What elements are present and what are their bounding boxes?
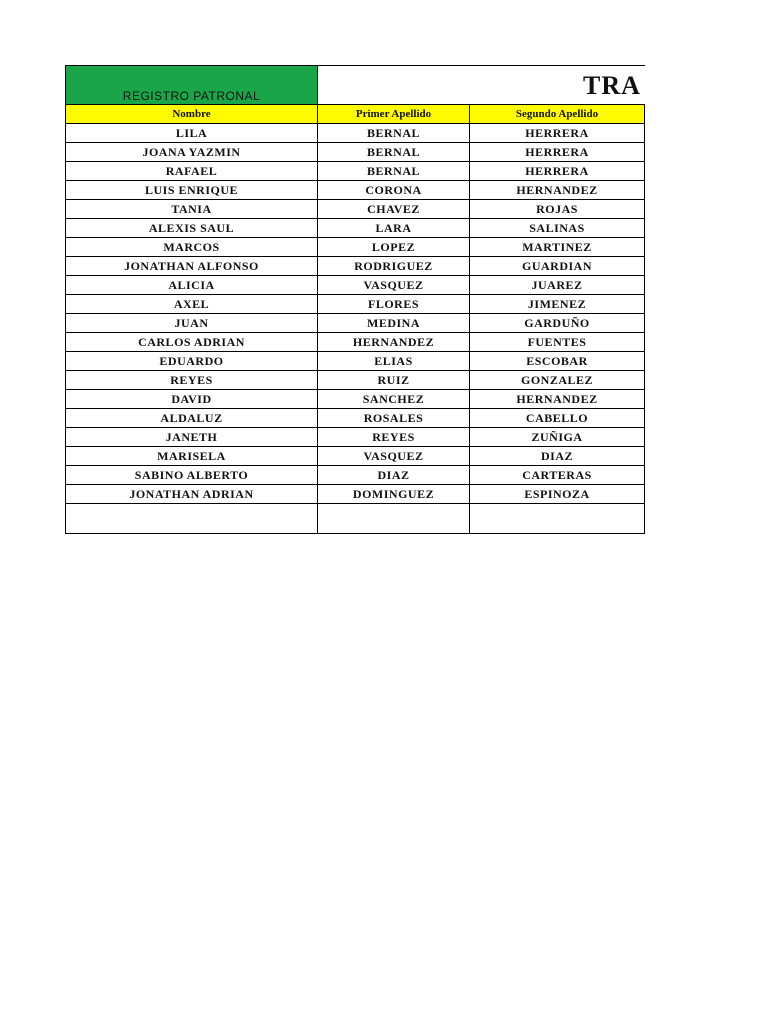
table-row	[66, 219, 646, 238]
table-row	[66, 314, 646, 333]
column-header-primer-apellido[interactable]: Primer Apellido	[318, 105, 470, 124]
table-row	[66, 162, 646, 181]
cell-extra[interactable]	[645, 181, 646, 200]
cell-nombre[interactable]: JANETH	[66, 428, 318, 447]
table-row	[66, 333, 646, 352]
cell-primer-apellido[interactable]: VASQUEZ	[318, 447, 470, 466]
table-row	[66, 181, 646, 200]
cell-nombre[interactable]: JOANA YAZMIN	[66, 143, 318, 162]
cell-nombre[interactable]: EDUARDO	[66, 352, 318, 371]
table-row	[66, 371, 646, 390]
table-row	[66, 257, 646, 276]
table-row	[66, 276, 646, 295]
cell-nombre[interactable]: LILA	[66, 124, 318, 143]
cell-nombre[interactable]: JUAN	[66, 314, 318, 333]
table-row	[66, 124, 646, 143]
table-row	[66, 200, 646, 219]
cell-extra[interactable]	[645, 352, 646, 371]
table-row	[66, 447, 646, 466]
cell-segundo-apellido[interactable]: ESCOBAR	[470, 352, 645, 371]
cell-nombre[interactable]: REYES	[66, 371, 318, 390]
cell-primer-apellido[interactable]: BERNAL	[318, 162, 470, 181]
cell-extra[interactable]	[645, 333, 646, 352]
cell-segundo-apellido[interactable]: CARTERAS	[470, 466, 645, 485]
cell-primer-apellido[interactable]: CHAVEZ	[318, 200, 470, 219]
cell-primer-apellido[interactable]: MEDINA	[318, 314, 470, 333]
table-row	[66, 428, 646, 447]
cell-extra[interactable]	[645, 314, 646, 333]
cell-extra[interactable]	[645, 162, 646, 181]
cell-primer-apellido[interactable]: HERNANDEZ	[318, 333, 470, 352]
sheet-title[interactable]: TRA	[318, 66, 646, 105]
cell-primer-apellido[interactable]: BERNAL	[318, 143, 470, 162]
cell-extra[interactable]	[645, 276, 646, 295]
cell-nombre[interactable]: ALEXIS SAUL	[66, 219, 318, 238]
table-row	[66, 466, 646, 485]
empty-cell[interactable]	[470, 504, 645, 534]
cell-primer-apellido[interactable]: LARA	[318, 219, 470, 238]
table-row	[66, 143, 646, 162]
cell-primer-apellido[interactable]: VASQUEZ	[318, 276, 470, 295]
empty-row	[66, 504, 646, 534]
cell-segundo-apellido[interactable]: ROJAS	[470, 200, 645, 219]
cell-primer-apellido[interactable]: RODRIGUEZ	[318, 257, 470, 276]
cell-segundo-apellido[interactable]: FUENTES	[470, 333, 645, 352]
cell-extra[interactable]	[645, 238, 646, 257]
cell-nombre[interactable]: ALDALUZ	[66, 409, 318, 428]
cell-primer-apellido[interactable]: ROSALES	[318, 409, 470, 428]
cell-extra[interactable]	[645, 428, 646, 447]
table-row	[66, 409, 646, 428]
cell-segundo-apellido[interactable]: HERRERA	[470, 143, 645, 162]
cell-segundo-apellido[interactable]: HERRERA	[470, 124, 645, 143]
column-header-segundo-apellido[interactable]: Segundo Apellido	[470, 105, 645, 124]
column-header-extra[interactable]	[645, 105, 646, 124]
cell-extra[interactable]	[645, 466, 646, 485]
cell-extra[interactable]	[645, 219, 646, 238]
cell-primer-apellido[interactable]: BERNAL	[318, 124, 470, 143]
cell-nombre[interactable]: MARISELA	[66, 447, 318, 466]
cell-segundo-apellido[interactable]: ZUÑIGA	[470, 428, 645, 447]
cell-extra[interactable]	[645, 200, 646, 219]
cell-extra[interactable]	[645, 485, 646, 504]
cell-nombre[interactable]: RAFAEL	[66, 162, 318, 181]
cell-segundo-apellido[interactable]: MARTINEZ	[470, 238, 645, 257]
column-header-row	[66, 105, 646, 124]
table-row	[66, 238, 646, 257]
cell-segundo-apellido[interactable]: GONZALEZ	[470, 371, 645, 390]
cell-segundo-apellido[interactable]: GUARDIAN	[470, 257, 645, 276]
table-row	[66, 352, 646, 371]
cell-nombre[interactable]: TANIA	[66, 200, 318, 219]
cell-extra[interactable]	[645, 124, 646, 143]
column-header-nombre[interactable]: Nombre	[66, 105, 318, 124]
cell-segundo-apellido[interactable]: HERNANDEZ	[470, 181, 645, 200]
cell-primer-apellido[interactable]: DIAZ	[318, 466, 470, 485]
cell-extra[interactable]	[645, 447, 646, 466]
cell-extra[interactable]	[645, 257, 646, 276]
cell-primer-apellido[interactable]: LOPEZ	[318, 238, 470, 257]
cell-extra[interactable]	[645, 295, 646, 314]
cell-segundo-apellido[interactable]: SALINAS	[470, 219, 645, 238]
cell-segundo-apellido[interactable]: JUAREZ	[470, 276, 645, 295]
cell-segundo-apellido[interactable]: JIMENEZ	[470, 295, 645, 314]
cell-primer-apellido[interactable]: REYES	[318, 428, 470, 447]
cell-segundo-apellido[interactable]: DIAZ	[470, 447, 645, 466]
cell-nombre[interactable]: MARCOS	[66, 238, 318, 257]
table-row	[66, 390, 646, 409]
cell-primer-apellido[interactable]: CORONA	[318, 181, 470, 200]
cell-nombre[interactable]: LUIS ENRIQUE	[66, 181, 318, 200]
employee-table	[65, 65, 645, 534]
cell-extra[interactable]	[645, 371, 646, 390]
spreadsheet	[65, 65, 645, 537]
cell-primer-apellido[interactable]: RUIZ	[318, 371, 470, 390]
cell-nombre[interactable]: ALICIA	[66, 276, 318, 295]
cell-segundo-apellido[interactable]: HERNANDEZ	[470, 390, 645, 409]
cell-extra[interactable]	[645, 390, 646, 409]
cell-nombre[interactable]: SABINO ALBERTO	[66, 466, 318, 485]
cell-extra[interactable]	[645, 409, 646, 428]
cell-nombre[interactable]: AXEL	[66, 295, 318, 314]
cell-segundo-apellido[interactable]: ESPINOZA	[470, 485, 645, 504]
cell-nombre[interactable]: JONATHAN ALFONSO	[66, 257, 318, 276]
cell-nombre[interactable]: DAVID	[66, 390, 318, 409]
cell-primer-apellido[interactable]: ELIAS	[318, 352, 470, 371]
cell-segundo-apellido[interactable]: HERRERA	[470, 162, 645, 181]
empty-cell[interactable]	[318, 504, 470, 534]
cell-primer-apellido[interactable]: FLORES	[318, 295, 470, 314]
registro-patronal-label[interactable]: REGISTRO PATRONAL	[66, 66, 318, 105]
empty-cell[interactable]	[645, 504, 646, 534]
cell-nombre[interactable]: CARLOS ADRIAN	[66, 333, 318, 352]
cell-nombre[interactable]: JONATHAN ADRIAN	[66, 485, 318, 504]
table-row	[66, 485, 646, 504]
empty-cell[interactable]	[66, 504, 318, 534]
cell-segundo-apellido[interactable]: GARDUÑO	[470, 314, 645, 333]
cell-segundo-apellido[interactable]: CABELLO	[470, 409, 645, 428]
table-row	[66, 295, 646, 314]
cell-extra[interactable]	[645, 143, 646, 162]
cell-primer-apellido[interactable]: DOMINGUEZ	[318, 485, 470, 504]
cell-primer-apellido[interactable]: SANCHEZ	[318, 390, 470, 409]
